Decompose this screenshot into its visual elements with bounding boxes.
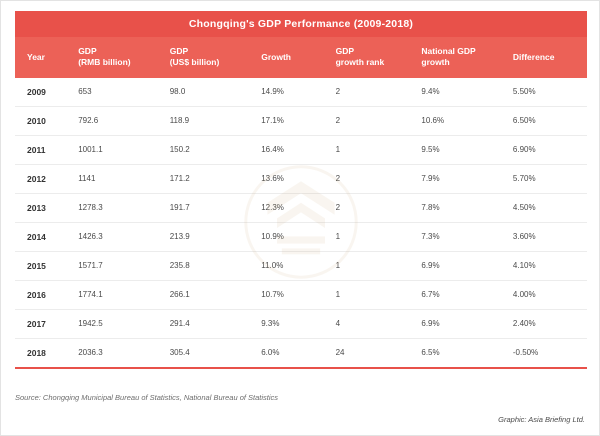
cell-gdp-rmb: 1278.3 (72, 193, 164, 222)
cell-rank: 1 (330, 222, 416, 251)
cell-rank: 2 (330, 106, 416, 135)
table-row (15, 251, 587, 280)
cell-growth: 6.0% (261, 348, 280, 358)
cell-gdp-usd: 266.1 (164, 280, 256, 309)
cell-year: 2014 (15, 222, 72, 251)
header-line-1: Year (27, 51, 45, 62)
table-row (15, 106, 587, 135)
cell-growth: 9.3% (255, 309, 329, 338)
cell-national-growth: 9.5% (415, 135, 507, 164)
cell-difference: 5.50% (507, 78, 587, 107)
cell-difference: 6.50% (507, 106, 587, 135)
cell-gdp-usd: 98.0 (164, 78, 256, 107)
table-row (15, 309, 587, 338)
cell-national-growth: 7.8% (415, 193, 507, 222)
header-row (15, 37, 587, 78)
gdp-table-body (15, 78, 587, 367)
cell-gdp-usd: 191.7 (164, 193, 256, 222)
cell-difference: 4.10% (507, 251, 587, 280)
cell-rank: 1 (330, 280, 416, 309)
cell-year: 2017 (15, 309, 72, 338)
cell-national-growth: 9.4% (415, 78, 507, 107)
cell-rank: 2 (330, 164, 416, 193)
cell-rank: 2 (330, 78, 416, 107)
cell-gdp-rmb: 1001.1 (72, 135, 164, 164)
header-line-1: GDP (169, 46, 189, 56)
table-body-area (15, 78, 587, 367)
cell-national-growth: 6.9% (415, 309, 507, 338)
cell-difference: 4.00% (507, 280, 587, 309)
column-header-gdp-usd (164, 37, 256, 78)
cell-year: 2010 (15, 106, 72, 135)
cell-gdp-usd: 118.9 (164, 106, 256, 135)
bottom-rule (15, 367, 587, 369)
table-row (15, 338, 587, 367)
header-line-1: GDP (335, 46, 354, 56)
cell-year: 2011 (15, 135, 72, 164)
cell-difference: 6.90% (507, 135, 587, 164)
cell-rank: 4 (330, 309, 416, 338)
graphic-credit: Graphic: Asia Briefing Ltd. (498, 415, 585, 424)
cell-growth: 14.9% (255, 78, 329, 107)
cell-national-growth: 6.9% (415, 251, 507, 280)
cell-national-growth: 7.9% (415, 164, 507, 193)
cell-year: 2013 (15, 193, 72, 222)
header-line-1: Difference (512, 51, 555, 62)
cell-gdp-rmb: 1426.3 (72, 222, 164, 251)
table-row (15, 135, 587, 164)
gdp-table-container (15, 11, 587, 369)
source-note: Source: Chongqing Municipal Bureau of Statistics, National Bureau of Statistics (15, 393, 279, 402)
cell-difference: 2.40% (507, 309, 587, 338)
cell-difference: 4.50% (507, 193, 587, 222)
cell-gdp-usd: 305.4 (169, 348, 190, 358)
cell-growth: 10.9% (255, 222, 329, 251)
cell-gdp-rmb: 1571.7 (72, 251, 164, 280)
cell-national-growth: 7.3% (415, 222, 507, 251)
cell-year: 2015 (15, 251, 72, 280)
cell-growth: 17.1% (255, 106, 329, 135)
table-row (15, 193, 587, 222)
cell-growth: 12.3% (255, 193, 329, 222)
cell-rank: 2 (330, 193, 416, 222)
header-line-2: growth (421, 57, 450, 68)
gdp-table (15, 37, 587, 78)
cell-growth: 13.6% (255, 164, 329, 193)
cell-gdp-usd: 235.8 (164, 251, 256, 280)
header-line-2: growth rank (335, 57, 385, 68)
cell-gdp-rmb: 653 (72, 78, 164, 107)
cell-gdp-usd: 213.9 (164, 222, 256, 251)
cell-national-growth: 10.6% (415, 106, 507, 135)
header-line-2: (RMB billion) (78, 57, 131, 68)
table-row (15, 78, 587, 107)
cell-year: 2012 (15, 164, 72, 193)
cell-year: 2016 (15, 280, 72, 309)
cell-difference: 5.70% (507, 164, 587, 193)
header-line-1: Growth (261, 51, 291, 62)
table-row (15, 280, 587, 309)
table-title: Chongqing's GDP Performance (2009-2018) (15, 11, 587, 37)
column-header-year (15, 37, 72, 78)
cell-national-growth: 6.7% (415, 280, 507, 309)
cell-gdp-usd: 150.2 (164, 135, 256, 164)
cell-rank: 1 (330, 135, 416, 164)
column-header-national-growth (415, 37, 507, 78)
cell-growth: 16.4% (255, 135, 329, 164)
table-row (15, 222, 587, 251)
cell-gdp-rmb: 2036.3 (78, 348, 103, 358)
cell-gdp-rmb: 1141 (72, 164, 164, 193)
cell-gdp-rmb: 1942.5 (72, 309, 164, 338)
table-header (15, 37, 587, 78)
header-line-1: National GDP (421, 46, 476, 56)
cell-rank: 24 (335, 348, 345, 358)
cell-year: 2018 (27, 347, 46, 358)
column-header-gdp-rmb (72, 37, 164, 78)
column-header-growth (255, 37, 329, 78)
cell-difference: -0.50% (512, 348, 539, 358)
cell-gdp-usd: 291.4 (164, 309, 256, 338)
cell-rank: 1 (330, 251, 416, 280)
cell-growth: 10.7% (255, 280, 329, 309)
header-line-2: (US$ billion) (169, 57, 220, 68)
table-rows (15, 78, 587, 367)
column-header-difference (507, 37, 587, 78)
cell-year: 2009 (15, 78, 72, 107)
cell-difference: 3.60% (507, 222, 587, 251)
cell-gdp-rmb: 792.6 (72, 106, 164, 135)
header-line-1: GDP (78, 46, 97, 56)
cell-gdp-usd: 171.2 (164, 164, 256, 193)
cell-gdp-rmb: 1774.1 (72, 280, 164, 309)
cell-growth: 11.0% (255, 251, 329, 280)
cell-national-growth: 6.5% (421, 348, 440, 358)
column-header-growth-rank (330, 37, 416, 78)
table-row (15, 164, 587, 193)
